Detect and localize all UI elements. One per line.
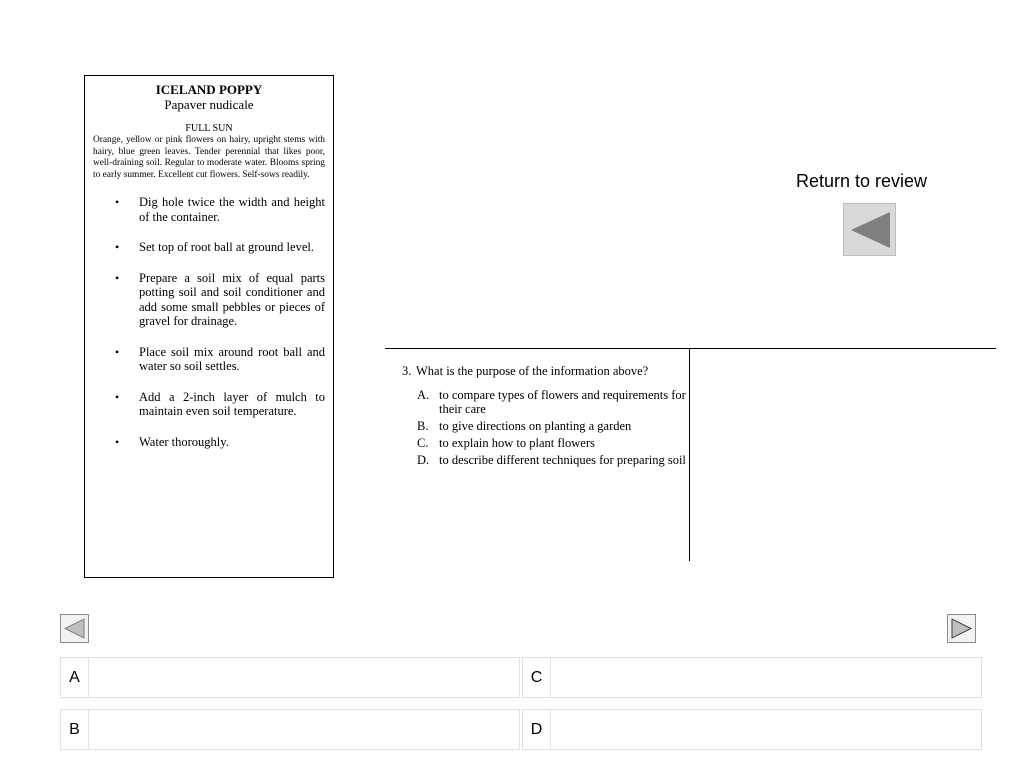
question-stem (402, 364, 692, 378)
plant-description: Orange, yellow or pink flowers on hairy, upright stems with hairy, blue green leaves. Tender perennial that likes poor, well-draining soil. Regular to moderate water. Blooms spring to early summer. Excellent cut flowers. Self-sows readily. (93, 135, 325, 180)
planting-step: • Prepare a soil mix of equal parts potting soil and soil conditioner and add some small pebbles or pieces of gravel for drainage. (115, 270, 325, 329)
horizontal-divider (385, 348, 996, 349)
previous-arrow-icon (63, 617, 86, 640)
answer-box-c[interactable] (522, 657, 982, 698)
answer-box-d[interactable] (522, 709, 982, 750)
planting-step: • Dig hole twice the width and height of the container. (115, 195, 325, 224)
planting-step: • Water thoroughly. (115, 434, 229, 449)
option-b: B. to give directions on planting a garden (417, 419, 632, 433)
answer-options (402, 388, 692, 467)
previous-button[interactable] (60, 614, 89, 643)
answer-label-c: C (523, 658, 551, 697)
question-number: 3. (402, 364, 412, 378)
answer-label-b: B (61, 710, 89, 749)
bullet-icon: • (115, 434, 120, 449)
question-block (402, 364, 692, 470)
answer-box-a[interactable] (60, 657, 520, 698)
answer-box-b[interactable] (60, 709, 520, 750)
plant-latin-name: Papaver nudicale (164, 97, 254, 112)
question-text: What is the purpose of the information above? (416, 364, 649, 378)
next-button[interactable] (947, 614, 976, 643)
sun-requirement: FULL SUN (185, 123, 233, 134)
planting-step: • Set top of root ball at ground level. (115, 240, 314, 255)
bullet-icon: • (115, 344, 120, 359)
option-c: C. to explain how to plant flowers (417, 436, 595, 450)
answer-label-a: A (61, 658, 89, 697)
return-to-review-label[interactable]: Return to review (796, 171, 928, 191)
bullet-icon: • (115, 270, 120, 285)
left-triangle-icon (848, 210, 892, 250)
plant-name: ICELAND POPPY (155, 82, 263, 97)
planting-step: • Place soil mix around root ball and water so soil settles. (115, 344, 325, 374)
bullet-icon: • (115, 240, 120, 255)
bullet-icon: • (115, 195, 120, 210)
return-to-review-button[interactable] (843, 203, 896, 256)
planting-steps (93, 195, 325, 449)
bullet-icon: • (115, 389, 120, 404)
option-d: D. to describe different techniques for preparing soil (417, 453, 686, 467)
next-arrow-icon (950, 617, 973, 640)
planting-step: • Add a 2-inch layer of mulch to maintain even soil temperature. (115, 389, 325, 419)
answer-label-d: D (523, 710, 551, 749)
option-a: A. to compare types of flowers and requirements for their care (417, 388, 686, 416)
plant-info-card (84, 75, 334, 578)
